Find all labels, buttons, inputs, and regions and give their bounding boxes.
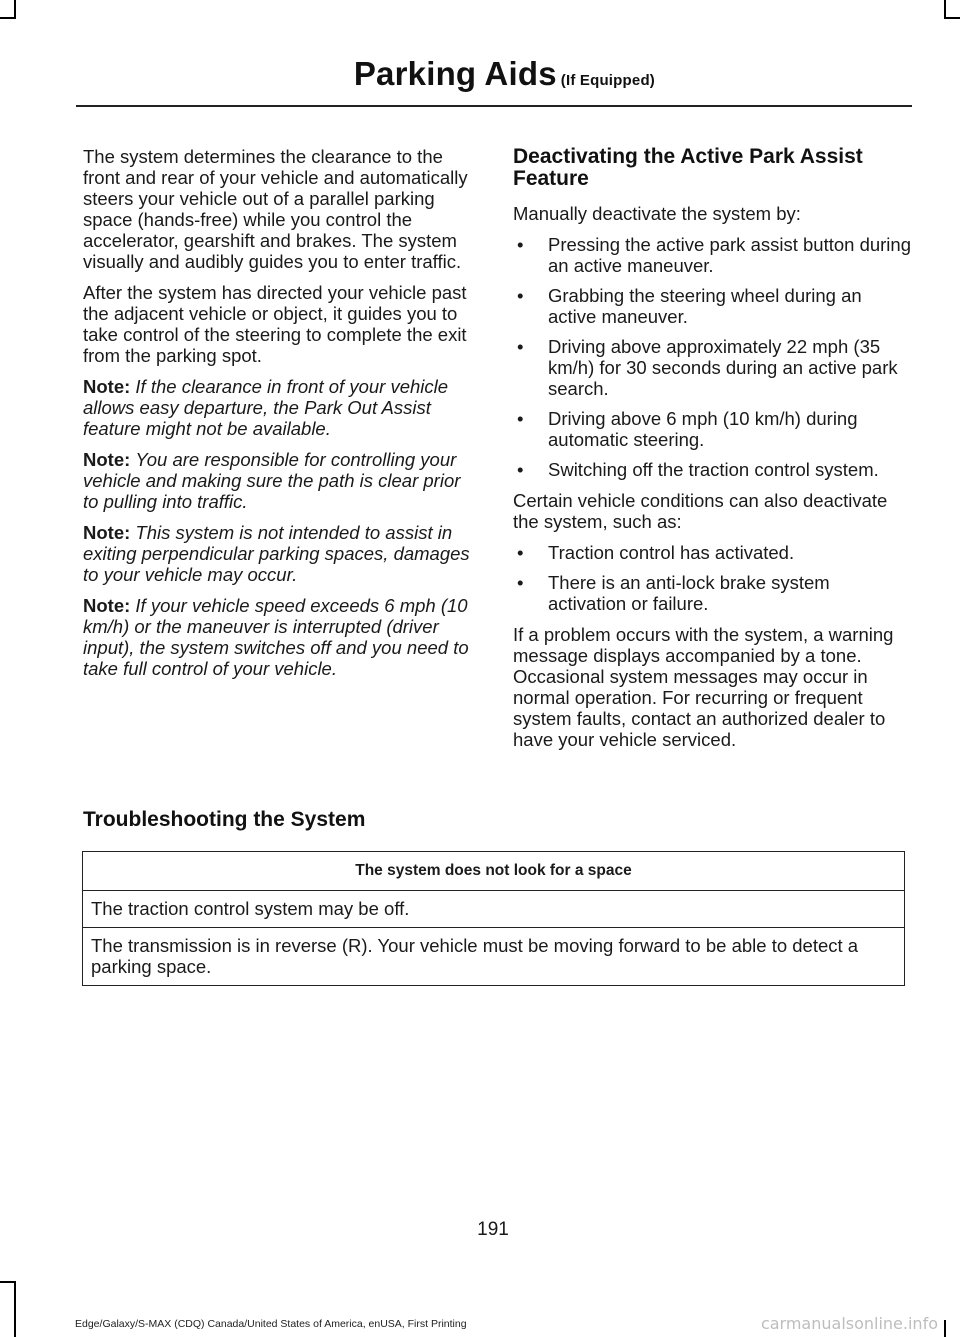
note bbox=[83, 595, 475, 679]
watermark: carmanualsonline.info bbox=[760, 1314, 938, 1333]
crop-mark bbox=[0, 1281, 16, 1283]
list-item: • Switching off the traction control system. bbox=[513, 459, 911, 480]
manual-deactivate-intro: Manually deactivate the system by: bbox=[513, 203, 801, 224]
list-item: • Driving above approximately 22 mph (35 km/h) for 30 seconds during an active park search. bbox=[513, 336, 911, 399]
table-header: The system does not look for a space bbox=[83, 852, 905, 891]
crop-mark bbox=[944, 0, 946, 18]
note-label: Note: bbox=[83, 449, 131, 470]
header-subtitle: (If Equipped) bbox=[560, 72, 655, 89]
note bbox=[83, 449, 475, 512]
note-text: If your vehicle speed exceeds 6 mph (10 km/h) or the maneuver is interrupted (driver input), the system switches off and you need to take full control of your vehicle. bbox=[83, 595, 469, 679]
conditions-intro: Certain vehicle conditions can also deactivate the system, such as: bbox=[513, 490, 888, 532]
page-header bbox=[354, 55, 655, 93]
troubleshooting-heading: Troubleshooting the System bbox=[83, 808, 366, 831]
crop-mark bbox=[14, 1281, 16, 1337]
note-label: Note: bbox=[83, 376, 131, 397]
page-number: 191 bbox=[477, 1219, 509, 1240]
table-row bbox=[83, 891, 905, 928]
troubleshooting-table bbox=[82, 851, 905, 986]
conditions-list bbox=[513, 542, 911, 614]
list-item: • Grabbing the steering wheel during an active maneuver. bbox=[513, 285, 911, 327]
table-row bbox=[83, 928, 905, 986]
right-column bbox=[513, 146, 911, 760]
manual-deactivate-list bbox=[513, 234, 911, 480]
note-label: Note: bbox=[83, 595, 131, 616]
edition-footer: Edge/Galaxy/S-MAX (CDQ) Canada/United States of America, enUSA, First Printing bbox=[75, 1318, 467, 1330]
list-item: • Traction control has activated. bbox=[513, 542, 911, 563]
crop-mark bbox=[14, 0, 16, 18]
intro-paragraph: The system determines the clearance to the front and rear of your vehicle and automatically steers your vehicle out of a parallel parking space (hands-free) while you control the accelerator, gearshift and brakes. The system visually and audibly guides you to enter traffic. bbox=[83, 146, 468, 272]
table-header-row bbox=[83, 852, 905, 891]
table-cell: The transmission is in reverse (R). Your vehicle must be moving forward to be able to detect a parking space. bbox=[83, 928, 905, 986]
note bbox=[83, 522, 475, 585]
note-label: Note: bbox=[83, 522, 131, 543]
note-text: If the clearance in front of your vehicle allows easy departure, the Park Out Assist feature might not be available. bbox=[83, 376, 449, 439]
guidance-paragraph: After the system has directed your vehicle past the adjacent vehicle or object, it guides you to take control of the steering to complete the exit from the parking spot. bbox=[83, 282, 467, 366]
note-text: You are responsible for controlling your vehicle and making sure the path is clear prior to pulling into traffic. bbox=[83, 449, 461, 512]
crop-mark bbox=[944, 17, 960, 19]
list-item: • Driving above 6 mph (10 km/h) during automatic steering. bbox=[513, 408, 911, 450]
header-title: Parking Aids bbox=[353, 55, 557, 92]
closing-paragraph: If a problem occurs with the system, a warning message displays accompanied by a tone. Occasional system messages may occur in normal operation. For recurring or frequent system faults, contact an authorized dealer to have your vehicle serviced. bbox=[513, 624, 894, 750]
table-cell: The traction control system may be off. bbox=[83, 891, 905, 928]
note-text: This system is not intended to assist in exiting perpendicular parking spaces, damages to your vehicle may occur. bbox=[83, 522, 470, 585]
list-item: • Pressing the active park assist button during an active maneuver. bbox=[513, 234, 911, 276]
note bbox=[83, 376, 475, 439]
crop-mark bbox=[0, 17, 16, 19]
section-heading: Deactivating the Active Park Assist Feature bbox=[513, 145, 863, 190]
list-item: • There is an anti-lock brake system activation or failure. bbox=[513, 572, 911, 614]
left-column bbox=[83, 146, 475, 689]
header-divider bbox=[76, 105, 912, 107]
crop-mark bbox=[944, 1320, 946, 1337]
